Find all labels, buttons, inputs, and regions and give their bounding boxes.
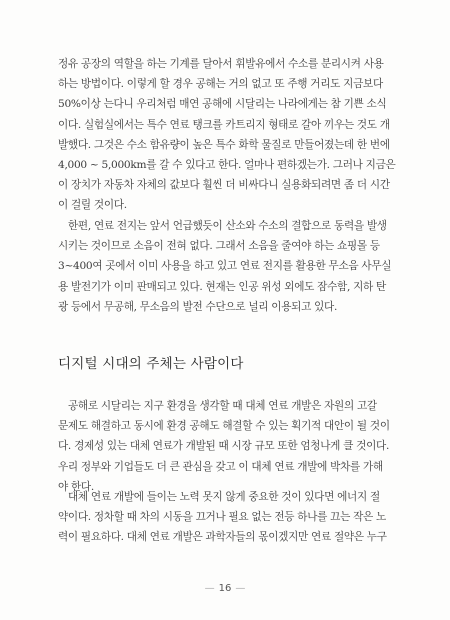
text-line: 정유 공장의 역할을 하는 기계를 달아서 휘발유에서 수소를 분리시켜 사용 bbox=[58, 58, 384, 70]
paragraph-fuel-cell-noise bbox=[58, 216, 398, 317]
text-line: 50%이상 는다니 우리처럼 매연 공해에 시달리는 나라에게는 참 기쁜 소식 bbox=[58, 98, 387, 111]
text-line: 다. 경제성 있는 대체 연료가 개발된 때 시장 규모 또한 엄청나게 클 것이다. bbox=[58, 440, 390, 453]
text-line: 력이 필요하다. 대체 연료 개발은 과학자들의 몫이겠지만 연료 절약은 누구 bbox=[58, 531, 387, 544]
paragraph-energy-saving bbox=[58, 487, 398, 548]
text-line: 하는 방법이다. 이렇게 할 경우 공해는 거의 없고 또 주행 거리도 지금보다 bbox=[58, 78, 383, 91]
page-number-footer bbox=[0, 583, 450, 594]
text-line: 한편, 연료 전지는 앞서 언급했듯이 산소와 수소의 결합으로 동력을 발생 bbox=[68, 220, 387, 232]
paragraph-alternative-fuel bbox=[58, 396, 398, 497]
paragraph-hydrogen-extraction bbox=[58, 54, 398, 216]
text-line: 광 등에서 무공해, 무소음의 발전 수단으로 널리 이용되고 있다. bbox=[58, 300, 338, 313]
text-line: 문제도 해결하고 동시에 환경 공해도 해결할 수 있는 획기적 대안이 될 것이 bbox=[58, 420, 390, 433]
text-line: 공해로 시달리는 지구 환경을 생각할 때 대체 연료 개발은 자원의 고갈 bbox=[68, 400, 377, 412]
text-line: 이 걸릴 것이다. bbox=[58, 199, 127, 212]
text-line: 이 장치가 자동차 자체의 값보다 훨씬 더 비싸다니 실용화되려면 좀 더 시간 bbox=[58, 179, 390, 192]
text-line: 3~400여 곳에서 이미 사용을 하고 있고 연료 전지를 활용한 무소음 사무실 bbox=[58, 260, 392, 273]
section-heading: 디지털 시대의 주체는 사람이다 bbox=[58, 356, 244, 372]
text-line: 약이다. 정차할 때 차의 시동을 끄거나 필요 없는 전등 하나를 끄는 작은 노 bbox=[58, 511, 386, 524]
text-line: 대체 연료 개발에 들이는 노력 못지 않게 중요한 것이 있다면 에너지 절 bbox=[68, 491, 380, 503]
page-number: 16 bbox=[218, 583, 232, 594]
page-number-dash-right: — bbox=[235, 583, 246, 594]
page-number-dash-left: — bbox=[204, 583, 215, 594]
text-line: 야 한다. bbox=[58, 480, 94, 493]
text-line: 발했다. 그것은 수소 함유량이 높은 특수 화학 물질로 만들어졌는데 한 번에 bbox=[58, 138, 390, 151]
text-line: 시키는 것이므로 소음이 전혀 없다. 그래서 소음을 줄여야 하는 쇼핑몰 등 bbox=[58, 240, 380, 253]
text-line: 용 발전기가 이미 판매되고 있다. 현재는 인공 위성 외에도 잠수함, 지하 탄 bbox=[58, 280, 386, 293]
text-line: 이다. 실험실에서는 특수 연료 탱크를 카트리지 형태로 갈아 끼우는 것도 개 bbox=[58, 118, 390, 131]
text-line: 우리 정부와 기업들도 더 큰 관심을 갖고 이 대체 연료 개발에 박차를 가해 bbox=[58, 460, 383, 473]
text-line: 4,000 ~ 5,000km를 갈 수 있다고 한다. 얼마나 편하겠는가. 그러나 지금은 bbox=[58, 158, 396, 171]
